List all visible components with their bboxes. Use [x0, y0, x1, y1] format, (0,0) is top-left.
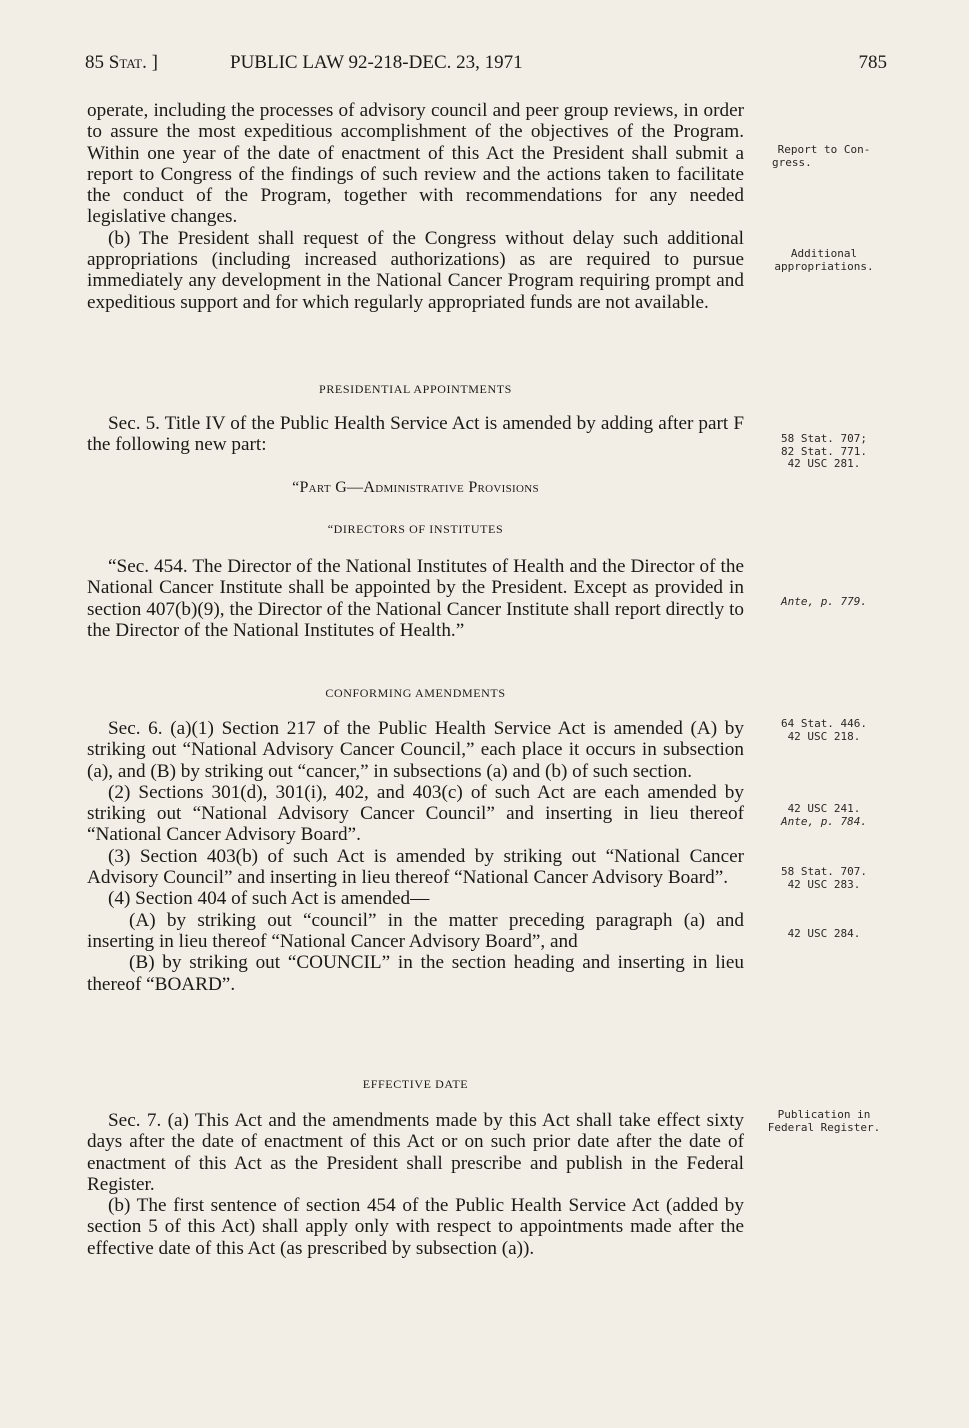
margin-note-stat-sec5: 58 Stat. 707; 82 Stat. 771. 42 USC 281. [780, 432, 868, 470]
directors-heading: “DIRECTORS OF INSTITUTES [327, 522, 504, 536]
section-454 [87, 556, 744, 641]
continued-section [87, 100, 744, 313]
section-heading-presidential-appointments: PRESIDENTIAL APPOINTMENTS [319, 382, 512, 396]
volume-label: 85 Stat. ] [85, 52, 158, 73]
sec454-text: “Sec. 454. The Director of the National Institutes of Health and the Director of the National Cancer Institute shall be appointed by the President. Except as provided in section 407(b)(9), the Director of the National Cancer Institute shall report directly to the Director of the National Institutes of Health.” [87, 556, 744, 641]
section-heading-conforming-amendments: CONFORMING AMENDMENTS [325, 686, 506, 700]
sec6-p3: (3) Section 403(b) of such Act is amended by striking out “National Cancer Advisory Council” and inserting in lieu thereof “National Cancer Advisory Board”. [87, 845, 744, 889]
margin-note-publication: Publication in Federal Register. [767, 1108, 881, 1134]
margin-note-usc-241: 42 USC 241. Ante, p. 784. [780, 802, 868, 828]
sec7-p2: (b) The first sentence of section 454 of the Public Health Service Act (added by section 5 of this Act) shall apply only with respect to appointments made after the effective date of this Act (as prescribed by subsection (a)). [87, 1195, 744, 1259]
margin-note-stat-707: 58 Stat. 707. 42 USC 283. [780, 865, 868, 891]
paragraph-b-appropriations: (b) The President shall request of the Congress without delay such additional appropriations (including increased authorizations) as are required to pursue immediately any development in the National Cancer Program requiring prompt and expeditious support and for which regularly appropriated funds are not available. [87, 227, 744, 313]
section-6 [87, 718, 744, 995]
sec6-p4: (4) Section 404 of such Act is amended— [108, 888, 430, 910]
margin-note-ante-779: Ante, p. 779. [780, 595, 868, 608]
sec7-p1: Sec. 7. (a) This Act and the amendments made by this Act shall take effect sixty days after the date of enactment of this Act or on such prior date after the date of enactment of this Act as the President shall prescribe and publish in the Federal Register. [87, 1110, 744, 1195]
sec6-p2: (2) Sections 301(d), 301(i), 402, and 403(c) of such Act are each amended by striking out “National Advisory Cancer Council” and inserting in lieu thereof “National Cancer Advisory Board”. [87, 781, 744, 846]
section-heading-effective-date: EFFECTIVE DATE [362, 1077, 469, 1091]
page-header [85, 52, 887, 78]
sec6-p4a: (A) by striking out “council” in the matter preceding paragraph (a) and inserting in lieu thereof “National Cancer Advisory Board”, and [87, 909, 744, 952]
section-7 [87, 1110, 744, 1259]
margin-note-report: Report to Con- gress. [772, 143, 871, 169]
part-g-heading: “Part G—Administrative Provisions [292, 479, 539, 496]
margin-note-stat-446: 64 Stat. 446. 42 USC 218. [780, 717, 868, 743]
sec5-text: Sec. 5. Title IV of the Public Health Service Act is amended by adding after part F the following new part: [87, 413, 744, 456]
section-5 [87, 413, 744, 456]
sec6-p1: Sec. 6. (a)(1) Section 217 of the Public Health Service Act is amended (A) by striking out “National Advisory Cancer Council,” each place it occurs in subsection (a), and (B) by striking out “cancer,” in subsections (a) and (b) of such section. [87, 718, 744, 782]
sec6-p4b: (B) by striking out “COUNCIL” in the section heading and inserting in lieu thereof “BOARD”. [87, 952, 744, 995]
paragraph-operate: operate, including the processes of advisory council and peer group reviews, in order to assure the most expeditious accomplishment of the objectives of the Program. Within one year of the date of enactment of this Act the President shall submit a report to Congress of the findings of such review and the actions taken to facilitate the conduct of the Program, together with recommendations for any needed legislative changes. [87, 100, 744, 228]
page-number: 785 [858, 52, 887, 73]
margin-note-usc-284: 42 USC 284. [787, 927, 861, 940]
law-title: PUBLIC LAW 92-218-DEC. 23, 1971 [230, 52, 523, 73]
margin-note-appropriations: Additional appropriations. [774, 247, 874, 273]
